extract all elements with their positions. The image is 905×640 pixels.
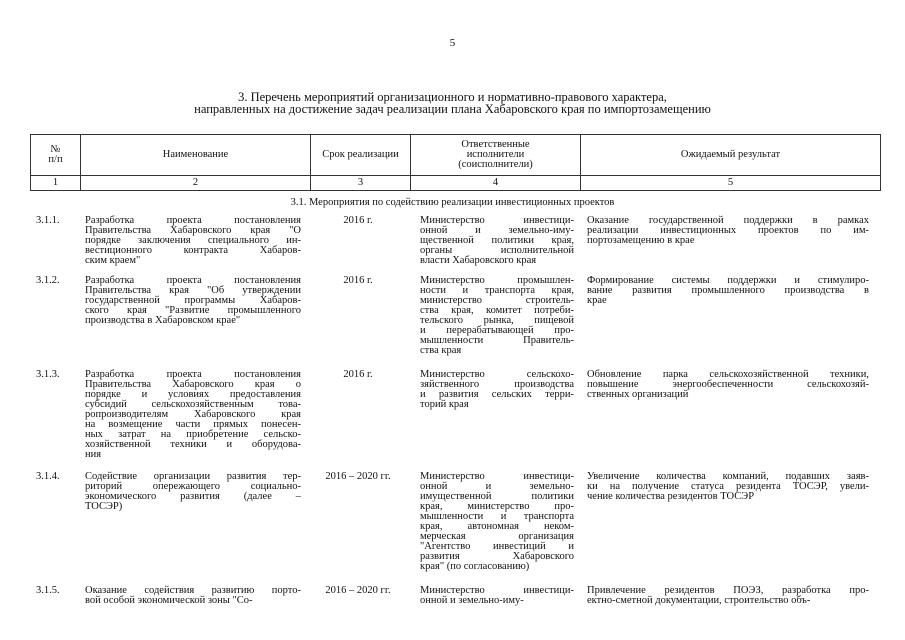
row-number: 3.1.3. (36, 369, 60, 380)
text-line: Обновление парка сельскохозяйственной техники, (587, 369, 869, 380)
text-line: ства края, комитет потреби- (420, 305, 574, 316)
row-term: 2016 – 2020 гг. (325, 471, 391, 482)
section-title: 3.1. Мероприятия по содействию реализации инвестиционных проектов (290, 197, 615, 208)
text-line: ния (85, 449, 102, 460)
text-line: торий края (420, 399, 469, 410)
text-line: и перерабатывающей про- (420, 325, 574, 336)
header-num: № п/п (31, 135, 81, 176)
text-line: Оказание государственной поддержки в рамках (587, 215, 869, 226)
text-line: Привлечение резидентов ПОЭЗ, разработка про- (587, 585, 869, 596)
column-number: 5 (581, 176, 881, 191)
text-line: Министерство инвестици- (420, 215, 574, 226)
text-line: ственных организаций (587, 389, 689, 400)
text-line: и развития сельских терри- (420, 389, 574, 400)
text-line: вестиционного контракта Хабаров- (85, 245, 301, 256)
row-number: 3.1.1. (36, 215, 60, 226)
row-name (85, 472, 301, 512)
text-line: ским краем" (85, 255, 141, 266)
text-line: порядке и условиях предоставления (85, 389, 301, 400)
text-line: развития Хабаровского (420, 551, 574, 562)
text-line: Содействие организации развития тер- (85, 471, 301, 482)
text-line: порядке заключения специального ин- (85, 235, 301, 246)
row-responsible (420, 586, 574, 606)
text-line: крае (587, 295, 607, 306)
text-line: края, автономная неком- (420, 521, 574, 532)
header-result: Ожидаемый результат (581, 135, 881, 176)
header-name: Наименование (81, 135, 311, 176)
text-line: ропроизводителям Хабаровского края (85, 409, 301, 420)
title-line-1: 3. Перечень мероприятий организационного и нормативно-правового характера, (238, 90, 667, 104)
text-line: субсидий сельскохозяйственным това- (85, 399, 301, 410)
text-line: онной и земельно-иму- (420, 225, 574, 236)
text-line: Правительства края "Об утверждении (85, 285, 301, 296)
text-line: Оказание содействия развитию порто- (85, 585, 301, 596)
text-line: ности и транспорта края, (420, 285, 574, 296)
row-number: 3.1.5. (36, 585, 60, 596)
row-name (85, 276, 301, 326)
text-line: ства края (420, 345, 462, 356)
row-responsible (420, 472, 574, 572)
text-line: органы исполнительной (420, 245, 574, 256)
text-line: ского края "Развитие промышленного (85, 305, 301, 316)
column-number-row (31, 176, 881, 191)
text-line: Министерство инвестици- (420, 471, 574, 482)
row-term: 2016 г. (343, 369, 373, 380)
row-term: 2016 г. (343, 215, 373, 226)
title-line-2: направленных на достижение задач реализации плана Хабаровского края по импортозамещению (194, 102, 711, 116)
row-term: 2016 г. (343, 275, 373, 286)
text-line: Формирование системы поддержки и стимулиро- (587, 275, 869, 286)
text-line: повышение энергообеспеченности сельскохозяй- (587, 379, 869, 390)
row-result (587, 472, 869, 502)
text-line: Разработка проекта постановления (85, 275, 301, 286)
text-line: онной и земельно-иму- (420, 595, 524, 606)
row-name (85, 586, 301, 606)
text-line: на возмещение части прямых понесен- (85, 419, 301, 430)
text-line: риторий опережающего социально- (85, 481, 301, 492)
text-line: чение количества резидентов ТОСЭР (587, 491, 755, 502)
text-line: Министерство сельскохо- (420, 369, 574, 380)
text-line: Правительства Хабаровского края "О (85, 225, 301, 236)
row-number: 3.1.2. (36, 275, 60, 286)
text-line: реализации инвестиционных проектов по им- (587, 225, 869, 236)
text-line: "Агентство инвестиций и (420, 541, 574, 552)
row-responsible (420, 276, 574, 356)
text-line: зяйственного производства (420, 379, 574, 390)
row-result (587, 586, 869, 606)
text-line: министерство строитель- (420, 295, 574, 306)
text-line: ных затрат на приобретение сельско- (85, 429, 301, 440)
row-name (85, 370, 301, 460)
row-responsible (420, 370, 574, 410)
text-line: ки на получение статуса резидента ТОСЭР, увели- (587, 481, 869, 492)
text-line: производства в Хабаровском крае" (85, 315, 241, 326)
text-line: Разработка проекта постановления (85, 215, 301, 226)
text-line: щественной политики края, (420, 235, 574, 246)
text-line: имущественной политики (420, 491, 574, 502)
text-line: мышленности и транспорта (420, 511, 574, 522)
text-line: хозяйственной техники и оборудова- (85, 439, 301, 450)
row-term: 2016 – 2020 гг. (325, 585, 391, 596)
column-number: 2 (81, 176, 311, 191)
row-name (85, 216, 301, 266)
row-responsible (420, 216, 574, 266)
text-line: ТОСЭР) (85, 501, 123, 512)
text-line: Министерство инвестици- (420, 585, 574, 596)
header-responsible: Ответственные исполнители (соисполнители) (411, 135, 581, 176)
text-line: тельского рынка, пищевой (420, 315, 574, 326)
text-line: края, министерство про- (420, 501, 574, 512)
text-line: мерческая организация (420, 531, 574, 542)
text-line: вой особой экономической зоны "Со- (85, 595, 253, 606)
text-line: экономического развития (далее – (85, 491, 301, 502)
document-title (0, 91, 905, 115)
page-number: 5 (449, 37, 456, 49)
column-number: 4 (411, 176, 581, 191)
text-line: государственной программы Хабаров- (85, 295, 301, 306)
row-result (587, 370, 869, 400)
text-line: ектно-сметной документации, строительство объ- (587, 595, 811, 606)
text-line: Правительства Хабаровского края о (85, 379, 301, 390)
text-line: края" (по согласованию) (420, 561, 530, 572)
row-result (587, 276, 869, 306)
text-line: Министерство промышлен- (420, 275, 574, 286)
text-line: Разработка проекта постановления (85, 369, 301, 380)
table-header-row (31, 135, 881, 176)
text-line: вание развития промышленного производства в (587, 285, 869, 296)
text-line: власти Хабаровского края (420, 255, 537, 266)
text-line: мышленности Правитель- (420, 335, 574, 346)
row-result (587, 216, 869, 246)
row-number: 3.1.4. (36, 471, 60, 482)
text-line: Увеличение количества компаний, подавших заяв- (587, 471, 869, 482)
column-number: 3 (311, 176, 411, 191)
text-line: портозамещению в крае (587, 235, 695, 246)
text-line: онной и земельно- (420, 481, 574, 492)
header-term: Срок реализации (311, 135, 411, 176)
column-number: 1 (31, 176, 81, 191)
measures-table-header (30, 134, 881, 191)
